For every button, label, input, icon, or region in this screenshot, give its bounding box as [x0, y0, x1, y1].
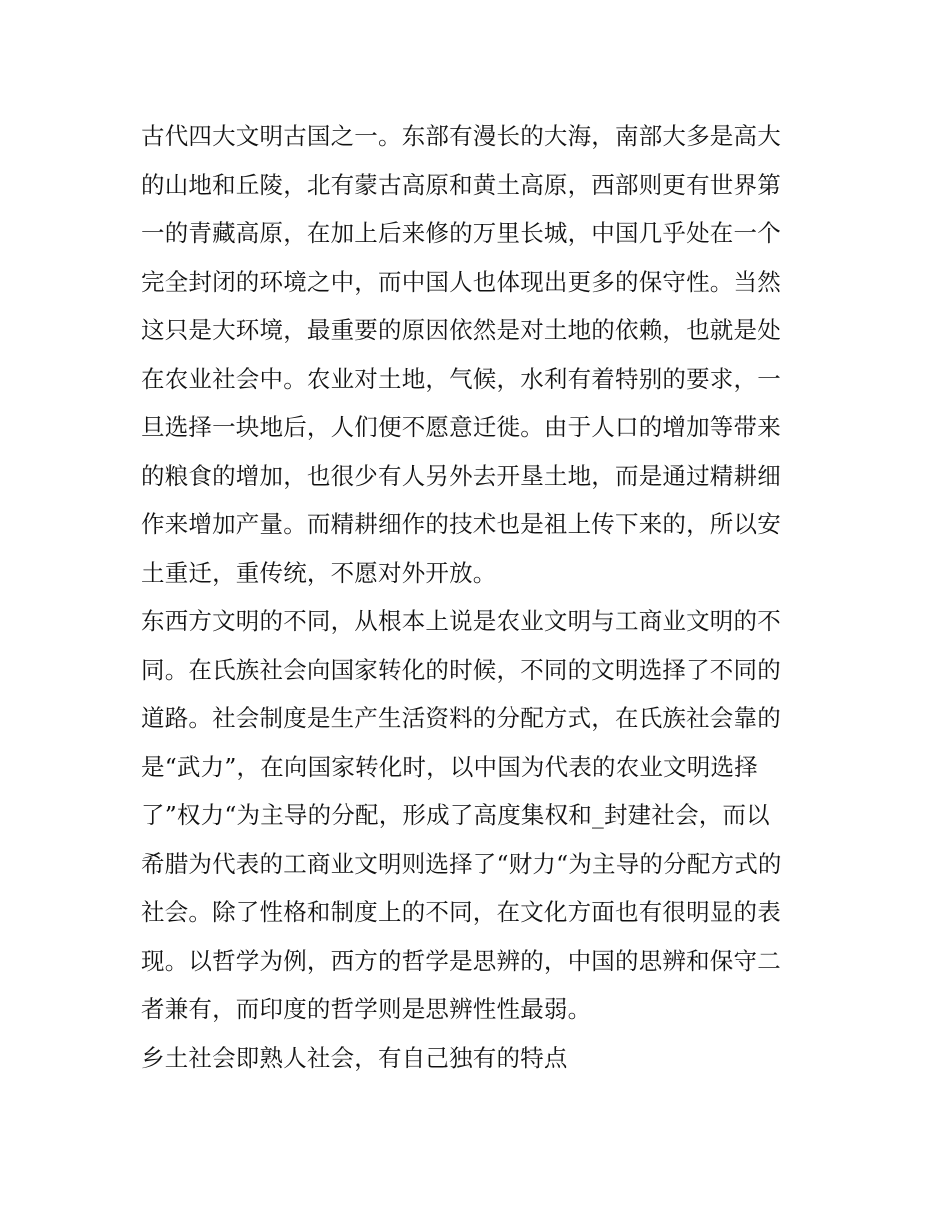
- text-line: 旦选择一块地后，人们便不愿意迁徙。由于人口的增加等带来: [141, 413, 781, 441]
- text-line: 同。在氏族社会向国家转化的时候，不同的文明选择了不同的: [141, 655, 781, 684]
- text-line: 土重迁，重传统，不愿对外开放。: [141, 558, 497, 587]
- text-line: 了”权力“为主导的分配，形成了高度集权和_封建社会，而以: [141, 801, 770, 829]
- text-line: 社会。除了性格和制度上的不同，在文化方面也有很明显的表: [141, 898, 781, 926]
- text-line: 的山地和丘陵，北有蒙古高原和黄土高原，西部则更有世界第: [141, 170, 781, 199]
- text-line: 一的青藏高原，在加上后来修的万里长城，中国几乎处在一个: [141, 219, 781, 247]
- text-line: 是“武力”，在向国家转化时，以中国为代表的农业文明选择: [141, 752, 758, 781]
- text-line: 作来增加产量。而精耕细作的技术也是祖上传下来的，所以安: [141, 510, 781, 538]
- text-line: 在农业社会中。农业对土地，气候，水利有着特别的要求，一: [141, 364, 781, 393]
- text-line: 古代四大文明古国之一。东部有漫长的大海，南部大多是高大: [141, 122, 781, 150]
- document-body: [141, 112, 821, 1082]
- text-line: 者兼有，而印度的哲学则是思辨性性最弱。: [141, 995, 592, 1023]
- text-line: 完全封闭的环境之中，而中国人也体现出更多的保守性。当然: [141, 267, 781, 296]
- text-line: 这只是大环境，最重要的原因依然是对土地的依赖，也就是处: [141, 316, 781, 344]
- text-line: 道路。社会制度是生产生活资料的分配方式，在氏族社会靠的: [141, 704, 781, 732]
- text-line: 现。以哲学为例，西方的哲学是思辨的，中国的思辨和保守二: [141, 946, 781, 975]
- text-line: 东西方文明的不同，从根本上说是农业文明与工商业文明的不: [141, 607, 781, 635]
- text-line: 的粮食的增加，也很少有人另外去开垦土地，而是通过精耕细: [141, 461, 781, 490]
- text-line: 乡土社会即熟人社会，有自己独有的特点: [141, 1043, 568, 1072]
- text-line: 希腊为代表的工商业文明则选择了“财力“为主导的分配方式的: [141, 849, 782, 878]
